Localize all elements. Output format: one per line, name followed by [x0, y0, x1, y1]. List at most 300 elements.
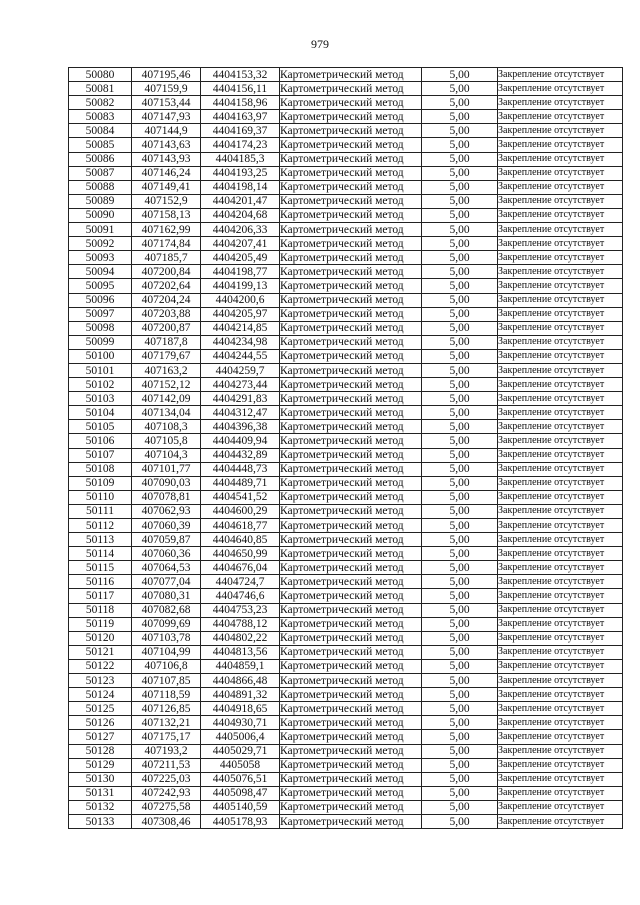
- cell-fixing: Закрепление отсутствует: [498, 688, 623, 702]
- cell-fixing: Закрепление отсутствует: [498, 702, 623, 716]
- cell-point-id: 50112: [69, 519, 132, 533]
- cell-accuracy: 5,00: [422, 378, 498, 392]
- cell-y-coordinate: 4404273,44: [201, 378, 280, 392]
- cell-x-coordinate: 407132,21: [132, 716, 201, 730]
- cell-point-id: 50118: [69, 603, 132, 617]
- cell-fixing: Закрепление отсутствует: [498, 392, 623, 406]
- cell-method: Картометрический метод: [280, 110, 422, 124]
- cell-method: Картометрический метод: [280, 237, 422, 251]
- cell-point-id: 50088: [69, 180, 132, 194]
- table-row: [69, 124, 623, 138]
- cell-point-id: 50109: [69, 476, 132, 490]
- cell-accuracy: 5,00: [422, 758, 498, 772]
- cell-point-id: 50084: [69, 124, 132, 138]
- cell-x-coordinate: 407090,03: [132, 476, 201, 490]
- cell-method: Картометрический метод: [280, 307, 422, 321]
- cell-method: Картометрический метод: [280, 603, 422, 617]
- cell-point-id: 50107: [69, 448, 132, 462]
- cell-fixing: Закрепление отсутствует: [498, 716, 623, 730]
- cell-point-id: 50094: [69, 265, 132, 279]
- cell-y-coordinate: 4404158,96: [201, 96, 280, 110]
- cell-y-coordinate: 4404859,1: [201, 659, 280, 673]
- cell-point-id: 50081: [69, 82, 132, 96]
- cell-x-coordinate: 407175,17: [132, 730, 201, 744]
- table-row: [69, 378, 623, 392]
- cell-point-id: 50114: [69, 547, 132, 561]
- cell-fixing: Закрепление отсутствует: [498, 589, 623, 603]
- cell-x-coordinate: 407204,24: [132, 293, 201, 307]
- cell-fixing: Закрепление отсутствует: [498, 349, 623, 363]
- cell-x-coordinate: 407126,85: [132, 702, 201, 716]
- cell-method: Картометрический метод: [280, 251, 422, 265]
- cell-x-coordinate: 407144,9: [132, 124, 201, 138]
- cell-x-coordinate: 407082,68: [132, 603, 201, 617]
- cell-x-coordinate: 407147,93: [132, 110, 201, 124]
- table-row: [69, 138, 623, 152]
- cell-x-coordinate: 407107,85: [132, 674, 201, 688]
- cell-method: Картометрический метод: [280, 519, 422, 533]
- cell-accuracy: 5,00: [422, 307, 498, 321]
- cell-accuracy: 5,00: [422, 716, 498, 730]
- cell-y-coordinate: 4404174,23: [201, 138, 280, 152]
- cell-x-coordinate: 407099,69: [132, 617, 201, 631]
- table-row: [69, 744, 623, 758]
- table-row: [69, 265, 623, 279]
- cell-accuracy: 5,00: [422, 180, 498, 194]
- cell-y-coordinate: 4404788,12: [201, 617, 280, 631]
- cell-x-coordinate: 407060,36: [132, 547, 201, 561]
- cell-accuracy: 5,00: [422, 293, 498, 307]
- cell-fixing: Закрепление отсутствует: [498, 138, 623, 152]
- table-row: [69, 279, 623, 293]
- cell-method: Картометрический метод: [280, 772, 422, 786]
- cell-point-id: 50100: [69, 349, 132, 363]
- cell-x-coordinate: 407118,59: [132, 688, 201, 702]
- cell-point-id: 50089: [69, 194, 132, 208]
- cell-y-coordinate: 4404541,52: [201, 490, 280, 504]
- table-row: [69, 730, 623, 744]
- cell-fixing: Закрепление отсутствует: [498, 434, 623, 448]
- cell-x-coordinate: 407060,39: [132, 519, 201, 533]
- cell-method: Картометрический метод: [280, 265, 422, 279]
- cell-y-coordinate: 4404244,55: [201, 349, 280, 363]
- cell-x-coordinate: 407162,99: [132, 223, 201, 237]
- cell-fixing: Закрепление отсутствует: [498, 758, 623, 772]
- cell-accuracy: 5,00: [422, 138, 498, 152]
- cell-accuracy: 5,00: [422, 547, 498, 561]
- cell-method: Картометрический метод: [280, 645, 422, 659]
- cell-point-id: 50106: [69, 434, 132, 448]
- cell-method: Картометрический метод: [280, 688, 422, 702]
- table-row: [69, 617, 623, 631]
- cell-point-id: 50132: [69, 800, 132, 814]
- table-row: [69, 814, 623, 828]
- cell-fixing: Закрепление отсутствует: [498, 82, 623, 96]
- cell-x-coordinate: 407104,3: [132, 448, 201, 462]
- cell-point-id: 50115: [69, 561, 132, 575]
- cell-fixing: Закрепление отсутствует: [498, 152, 623, 166]
- cell-point-id: 50116: [69, 575, 132, 589]
- cell-point-id: 50120: [69, 631, 132, 645]
- cell-y-coordinate: 4404291,83: [201, 392, 280, 406]
- cell-method: Картометрический метод: [280, 786, 422, 800]
- cell-method: Картометрический метод: [280, 744, 422, 758]
- cell-x-coordinate: 407185,7: [132, 251, 201, 265]
- table-row: [69, 547, 623, 561]
- cell-point-id: 50108: [69, 462, 132, 476]
- cell-x-coordinate: 407149,41: [132, 180, 201, 194]
- cell-method: Картометрический метод: [280, 152, 422, 166]
- cell-x-coordinate: 407064,53: [132, 561, 201, 575]
- table-body: [69, 68, 623, 829]
- cell-fixing: Закрепление отсутствует: [498, 786, 623, 800]
- cell-accuracy: 5,00: [422, 363, 498, 377]
- cell-method: Картометрический метод: [280, 575, 422, 589]
- table-row: [69, 237, 623, 251]
- cell-accuracy: 5,00: [422, 237, 498, 251]
- cell-method: Картометрический метод: [280, 223, 422, 237]
- cell-y-coordinate: 4404259,7: [201, 363, 280, 377]
- cell-method: Картометрический метод: [280, 462, 422, 476]
- cell-x-coordinate: 407187,8: [132, 335, 201, 349]
- cell-method: Картометрический метод: [280, 631, 422, 645]
- cell-fixing: Закрепление отсутствует: [498, 448, 623, 462]
- cell-point-id: 50129: [69, 758, 132, 772]
- cell-method: Картометрический метод: [280, 561, 422, 575]
- cell-x-coordinate: 407308,46: [132, 814, 201, 828]
- table-row: [69, 335, 623, 349]
- cell-fixing: Закрепление отсутствует: [498, 659, 623, 673]
- cell-method: Картометрический метод: [280, 96, 422, 110]
- table-row: [69, 490, 623, 504]
- table-row: [69, 180, 623, 194]
- cell-y-coordinate: 4405029,71: [201, 744, 280, 758]
- cell-x-coordinate: 407211,53: [132, 758, 201, 772]
- cell-y-coordinate: 4404198,77: [201, 265, 280, 279]
- cell-accuracy: 5,00: [422, 265, 498, 279]
- cell-x-coordinate: 407134,04: [132, 406, 201, 420]
- table-row: [69, 476, 623, 490]
- cell-accuracy: 5,00: [422, 448, 498, 462]
- table-row: [69, 349, 623, 363]
- cell-accuracy: 5,00: [422, 800, 498, 814]
- cell-point-id: 50096: [69, 293, 132, 307]
- cell-y-coordinate: 4404193,25: [201, 166, 280, 180]
- cell-accuracy: 5,00: [422, 575, 498, 589]
- cell-y-coordinate: 4404206,33: [201, 223, 280, 237]
- cell-fixing: Закрепление отсутствует: [498, 406, 623, 420]
- table-row: [69, 223, 623, 237]
- cell-method: Картометрический метод: [280, 547, 422, 561]
- cell-y-coordinate: 4404214,85: [201, 321, 280, 335]
- cell-fixing: Закрепление отсутствует: [498, 378, 623, 392]
- cell-fixing: Закрепление отсутствует: [498, 180, 623, 194]
- cell-point-id: 50091: [69, 223, 132, 237]
- cell-method: Картометрический метод: [280, 420, 422, 434]
- cell-accuracy: 5,00: [422, 194, 498, 208]
- cell-fixing: Закрепление отсутствует: [498, 420, 623, 434]
- cell-y-coordinate: 4404169,37: [201, 124, 280, 138]
- cell-accuracy: 5,00: [422, 814, 498, 828]
- cell-method: Картометрический метод: [280, 138, 422, 152]
- cell-point-id: 50117: [69, 589, 132, 603]
- cell-accuracy: 5,00: [422, 110, 498, 124]
- cell-point-id: 50098: [69, 321, 132, 335]
- table-row: [69, 575, 623, 589]
- cell-y-coordinate: 4404650,99: [201, 547, 280, 561]
- cell-method: Картометрический метод: [280, 800, 422, 814]
- cell-fixing: Закрепление отсутствует: [498, 645, 623, 659]
- cell-y-coordinate: 4404640,85: [201, 533, 280, 547]
- cell-fixing: Закрепление отсутствует: [498, 194, 623, 208]
- cell-y-coordinate: 4404205,49: [201, 251, 280, 265]
- cell-y-coordinate: 4404207,41: [201, 237, 280, 251]
- table-row: [69, 716, 623, 730]
- cell-x-coordinate: 407108,3: [132, 420, 201, 434]
- table-row: [69, 603, 623, 617]
- table-row: [69, 674, 623, 688]
- cell-method: Картометрический метод: [280, 659, 422, 673]
- cell-method: Картометрический метод: [280, 730, 422, 744]
- cell-method: Картометрический метод: [280, 490, 422, 504]
- cell-x-coordinate: 407105,8: [132, 434, 201, 448]
- cell-y-coordinate: 4405076,51: [201, 772, 280, 786]
- cell-fixing: Закрепление отсутствует: [498, 603, 623, 617]
- cell-method: Картометрический метод: [280, 349, 422, 363]
- cell-x-coordinate: 407143,63: [132, 138, 201, 152]
- cell-y-coordinate: 4405058: [201, 758, 280, 772]
- table-row: [69, 561, 623, 575]
- cell-accuracy: 5,00: [422, 251, 498, 265]
- cell-method: Картометрический метод: [280, 378, 422, 392]
- cell-fixing: Закрепление отсутствует: [498, 561, 623, 575]
- cell-accuracy: 5,00: [422, 504, 498, 518]
- table-row: [69, 307, 623, 321]
- cell-y-coordinate: 4404746,6: [201, 589, 280, 603]
- coordinates-table: [68, 67, 623, 829]
- table-row: [69, 786, 623, 800]
- cell-accuracy: 5,00: [422, 152, 498, 166]
- table-row: [69, 293, 623, 307]
- table-row: [69, 208, 623, 222]
- cell-method: Картометрический метод: [280, 476, 422, 490]
- cell-y-coordinate: 4404753,23: [201, 603, 280, 617]
- cell-y-coordinate: 4404930,71: [201, 716, 280, 730]
- cell-point-id: 50128: [69, 744, 132, 758]
- cell-accuracy: 5,00: [422, 688, 498, 702]
- cell-accuracy: 5,00: [422, 124, 498, 138]
- cell-y-coordinate: 4405098,47: [201, 786, 280, 800]
- cell-accuracy: 5,00: [422, 674, 498, 688]
- cell-method: Картометрический метод: [280, 702, 422, 716]
- cell-method: Картометрический метод: [280, 335, 422, 349]
- cell-x-coordinate: 407101,77: [132, 462, 201, 476]
- cell-method: Картометрический метод: [280, 293, 422, 307]
- cell-point-id: 50110: [69, 490, 132, 504]
- cell-fixing: Закрепление отсутствует: [498, 490, 623, 504]
- cell-x-coordinate: 407152,9: [132, 194, 201, 208]
- cell-fixing: Закрепление отсутствует: [498, 293, 623, 307]
- cell-y-coordinate: 4404205,97: [201, 307, 280, 321]
- cell-method: Картометрический метод: [280, 208, 422, 222]
- cell-point-id: 50087: [69, 166, 132, 180]
- cell-accuracy: 5,00: [422, 68, 498, 82]
- table-row: [69, 166, 623, 180]
- cell-accuracy: 5,00: [422, 589, 498, 603]
- table-row: [69, 533, 623, 547]
- cell-point-id: 50125: [69, 702, 132, 716]
- cell-y-coordinate: 4404866,48: [201, 674, 280, 688]
- cell-y-coordinate: 4404234,98: [201, 335, 280, 349]
- cell-accuracy: 5,00: [422, 462, 498, 476]
- cell-x-coordinate: 407193,2: [132, 744, 201, 758]
- cell-accuracy: 5,00: [422, 533, 498, 547]
- cell-fixing: Закрепление отсутствует: [498, 237, 623, 251]
- cell-x-coordinate: 407159,9: [132, 82, 201, 96]
- cell-point-id: 50086: [69, 152, 132, 166]
- cell-accuracy: 5,00: [422, 279, 498, 293]
- cell-x-coordinate: 407103,78: [132, 631, 201, 645]
- cell-y-coordinate: 4404199,13: [201, 279, 280, 293]
- table-row: [69, 152, 623, 166]
- cell-y-coordinate: 4405178,93: [201, 814, 280, 828]
- cell-x-coordinate: 407106,8: [132, 659, 201, 673]
- table-row: [69, 772, 623, 786]
- cell-accuracy: 5,00: [422, 406, 498, 420]
- cell-method: Картометрический метод: [280, 617, 422, 631]
- cell-accuracy: 5,00: [422, 730, 498, 744]
- cell-point-id: 50092: [69, 237, 132, 251]
- cell-method: Картометрический метод: [280, 279, 422, 293]
- cell-fixing: Закрепление отсутствует: [498, 124, 623, 138]
- cell-fixing: Закрепление отсутствует: [498, 321, 623, 335]
- cell-fixing: Закрепление отсутствует: [498, 800, 623, 814]
- cell-y-coordinate: 4404163,97: [201, 110, 280, 124]
- cell-x-coordinate: 407142,09: [132, 392, 201, 406]
- cell-method: Картометрический метод: [280, 82, 422, 96]
- cell-fixing: Закрепление отсутствует: [498, 772, 623, 786]
- cell-method: Картометрический метод: [280, 814, 422, 828]
- cell-method: Картометрический метод: [280, 504, 422, 518]
- cell-method: Картометрический метод: [280, 392, 422, 406]
- cell-y-coordinate: 4404918,65: [201, 702, 280, 716]
- cell-method: Картометрический метод: [280, 758, 422, 772]
- cell-point-id: 50097: [69, 307, 132, 321]
- table-row: [69, 504, 623, 518]
- cell-method: Картометрический метод: [280, 166, 422, 180]
- cell-x-coordinate: 407146,24: [132, 166, 201, 180]
- cell-y-coordinate: 4404156,11: [201, 82, 280, 96]
- cell-fixing: Закрепление отсутствует: [498, 208, 623, 222]
- cell-x-coordinate: 407200,84: [132, 265, 201, 279]
- cell-accuracy: 5,00: [422, 617, 498, 631]
- cell-x-coordinate: 407158,13: [132, 208, 201, 222]
- cell-method: Картометрический метод: [280, 194, 422, 208]
- cell-y-coordinate: 4404201,47: [201, 194, 280, 208]
- cell-point-id: 50113: [69, 533, 132, 547]
- cell-y-coordinate: 4404813,56: [201, 645, 280, 659]
- table-row: [69, 800, 623, 814]
- cell-y-coordinate: 4404676,04: [201, 561, 280, 575]
- cell-y-coordinate: 4404618,77: [201, 519, 280, 533]
- cell-fixing: Закрепление отсутствует: [498, 166, 623, 180]
- cell-accuracy: 5,00: [422, 166, 498, 180]
- cell-accuracy: 5,00: [422, 321, 498, 335]
- cell-accuracy: 5,00: [422, 561, 498, 575]
- cell-accuracy: 5,00: [422, 519, 498, 533]
- table-row: [69, 462, 623, 476]
- cell-y-coordinate: 4404396,38: [201, 420, 280, 434]
- cell-accuracy: 5,00: [422, 786, 498, 800]
- table-row: [69, 321, 623, 335]
- cell-accuracy: 5,00: [422, 702, 498, 716]
- cell-method: Картометрический метод: [280, 674, 422, 688]
- cell-y-coordinate: 4404891,32: [201, 688, 280, 702]
- cell-x-coordinate: 407143,93: [132, 152, 201, 166]
- cell-accuracy: 5,00: [422, 392, 498, 406]
- table-row: [69, 96, 623, 110]
- cell-method: Картометрический метод: [280, 434, 422, 448]
- cell-point-id: 50095: [69, 279, 132, 293]
- cell-point-id: 50126: [69, 716, 132, 730]
- cell-x-coordinate: 407059,87: [132, 533, 201, 547]
- cell-fixing: Закрепление отсутствует: [498, 575, 623, 589]
- table-row: [69, 363, 623, 377]
- cell-fixing: Закрепление отсутствует: [498, 504, 623, 518]
- cell-point-id: 50124: [69, 688, 132, 702]
- cell-method: Картометрический метод: [280, 533, 422, 547]
- cell-x-coordinate: 407174,84: [132, 237, 201, 251]
- cell-accuracy: 5,00: [422, 96, 498, 110]
- table-row: [69, 68, 623, 82]
- cell-y-coordinate: 4404489,71: [201, 476, 280, 490]
- table-row: [69, 688, 623, 702]
- cell-x-coordinate: 407275,58: [132, 800, 201, 814]
- cell-y-coordinate: 4404312,47: [201, 406, 280, 420]
- cell-accuracy: 5,00: [422, 420, 498, 434]
- cell-point-id: 50133: [69, 814, 132, 828]
- cell-point-id: 50127: [69, 730, 132, 744]
- cell-y-coordinate: 4404153,32: [201, 68, 280, 82]
- table-row: [69, 589, 623, 603]
- cell-fixing: Закрепление отсутствует: [498, 631, 623, 645]
- cell-x-coordinate: 407077,04: [132, 575, 201, 589]
- cell-fixing: Закрепление отсутствует: [498, 462, 623, 476]
- cell-fixing: Закрепление отсутствует: [498, 814, 623, 828]
- cell-fixing: Закрепление отсутствует: [498, 96, 623, 110]
- cell-fixing: Закрепление отсутствует: [498, 223, 623, 237]
- cell-point-id: 50130: [69, 772, 132, 786]
- cell-fixing: Закрепление отсутствует: [498, 617, 623, 631]
- cell-x-coordinate: 407062,93: [132, 504, 201, 518]
- cell-fixing: Закрепление отсутствует: [498, 730, 623, 744]
- cell-fixing: Закрепление отсутствует: [498, 533, 623, 547]
- cell-point-id: 50103: [69, 392, 132, 406]
- cell-method: Картометрический метод: [280, 321, 422, 335]
- table-row: [69, 631, 623, 645]
- cell-x-coordinate: 407242,93: [132, 786, 201, 800]
- cell-accuracy: 5,00: [422, 631, 498, 645]
- cell-method: Картометрический метод: [280, 363, 422, 377]
- cell-fixing: Закрепление отсутствует: [498, 363, 623, 377]
- cell-y-coordinate: 4404200,6: [201, 293, 280, 307]
- cell-fixing: Закрепление отсутствует: [498, 674, 623, 688]
- cell-method: Картометрический метод: [280, 589, 422, 603]
- cell-method: Картометрический метод: [280, 124, 422, 138]
- cell-accuracy: 5,00: [422, 476, 498, 490]
- cell-y-coordinate: 4404185,3: [201, 152, 280, 166]
- cell-accuracy: 5,00: [422, 223, 498, 237]
